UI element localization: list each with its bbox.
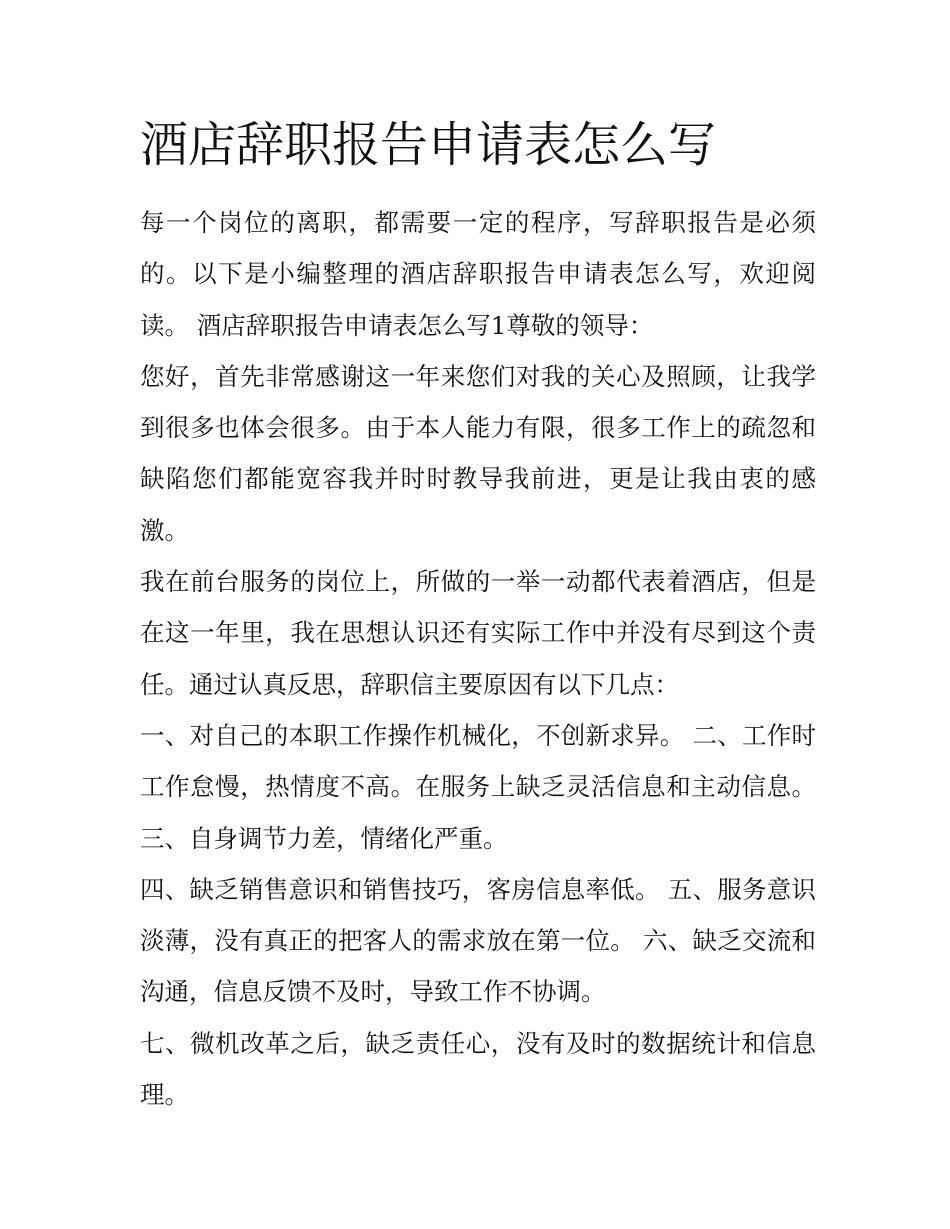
paragraph-reasons-1-3: 一、对自己的本职工作操作机械化，不创新求异。 二、工作时工作怠慢，热情度不高。在服务上缺乏灵活信息和主动信息。 三、自身调节力差，情绪化严重。 xyxy=(140,720,816,853)
document-body xyxy=(140,197,816,1120)
document-title: 酒店辞职报告申请表怎么写 xyxy=(140,117,717,173)
paragraph-intro: 每一个岗位的离职，都需要一定的程序，写辞职报告是必须的。以下是小编整理的酒店辞职报告申请表怎么写，欢迎阅读。 酒店辞职报告申请表怎么写1尊敬的领导： xyxy=(140,208,816,340)
paragraph-greeting: 您好，首先非常感谢这一年来您们对我的关心及照顾，让我学到很多也体会很多。由于本人能力有限，很多工作上的疏忽和缺陷您们都能宽容我并时时教导我前进，更是让我由衷的感激。 xyxy=(140,361,816,545)
paragraph-reasons-4-6: 四、缺乏销售意识和销售技巧，客房信息率低。 五、服务意识淡薄，没有真正的把客人的需求放在第一位。 六、缺乏交流和沟通，信息反馈不及时，导致工作不协调。 xyxy=(140,874,816,1007)
paragraph-reasons-intro: 我在前台服务的岗位上，所做的一举一动都代表着酒店，但是在这一年里，我在思想认识还有实际工作中并没有尽到这个责任。通过认真反思，辞职信主要原因有以下几点： xyxy=(140,567,816,699)
paragraph-reason-7: 七、微机改革之后，缺乏责任心，没有及时的数据统计和信息理。 xyxy=(140,1028,816,1110)
